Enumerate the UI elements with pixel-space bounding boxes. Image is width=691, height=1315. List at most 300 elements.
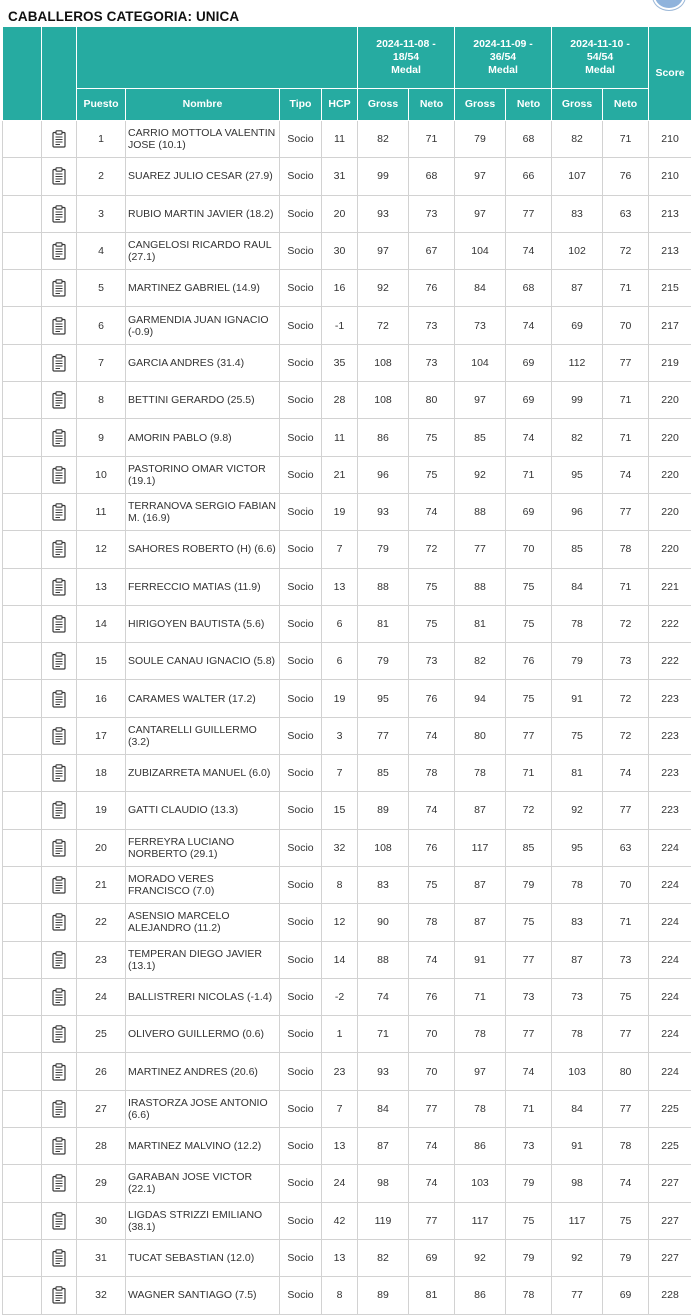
- scorecard-icon[interactable]: [52, 764, 66, 782]
- cell-gross-1: 81: [358, 605, 409, 642]
- cell-neto-3: 72: [603, 605, 649, 642]
- cell-tipo: Socio: [280, 829, 322, 866]
- cell-gross-3: 84: [552, 568, 603, 605]
- cell-neto-2: 75: [506, 904, 552, 941]
- cell-gross-2: 87: [455, 904, 506, 941]
- cell-neto-3: 76: [603, 158, 649, 195]
- cell-neto-2: 77: [506, 941, 552, 978]
- row-icon-cell: [42, 493, 77, 530]
- cell-nombre[interactable]: TEMPERAN DIEGO JAVIER (13.1): [126, 941, 280, 978]
- cell-gross-1: 97: [358, 232, 409, 269]
- header-tipo[interactable]: Tipo: [280, 89, 322, 121]
- scorecard-icon[interactable]: [52, 130, 66, 148]
- leaderboard-table: [2, 26, 691, 1315]
- cell-neto-2: 74: [506, 1053, 552, 1090]
- cell-score: 223: [649, 680, 691, 717]
- cell-neto-1: 74: [409, 717, 455, 754]
- scorecard-icon[interactable]: [52, 354, 66, 372]
- row-icon-cell: [42, 270, 77, 307]
- cell-gross-1: 87: [358, 1128, 409, 1165]
- cell-tipo: Socio: [280, 1165, 322, 1202]
- cell-gross-2: 78: [455, 1090, 506, 1127]
- cell-tipo: Socio: [280, 866, 322, 903]
- cell-gross-2: 92: [455, 456, 506, 493]
- cell-gross-1: 108: [358, 829, 409, 866]
- cell-nombre[interactable]: CANGELOSI RICARDO RAUL (27.1): [126, 232, 280, 269]
- scorecard-icon[interactable]: [52, 801, 66, 819]
- row-blank-cell: [3, 1016, 42, 1053]
- row-icon-cell: [42, 121, 77, 158]
- cell-nombre[interactable]: TERRANOVA SERGIO FABIAN M. (16.9): [126, 493, 280, 530]
- cell-neto-1: 81: [409, 1277, 455, 1314]
- cell-hcp: 21: [322, 456, 358, 493]
- cell-neto-1: 73: [409, 643, 455, 680]
- cell-tipo: Socio: [280, 978, 322, 1015]
- row-icon-cell: [42, 1239, 77, 1276]
- row-icon-cell: [42, 792, 77, 829]
- cell-gross-2: 85: [455, 419, 506, 456]
- cell-gross-1: 88: [358, 568, 409, 605]
- cell-neto-3: 75: [603, 978, 649, 1015]
- cell-neto-3: 74: [603, 755, 649, 792]
- cell-neto-1: 73: [409, 195, 455, 232]
- cell-gross-2: 97: [455, 382, 506, 419]
- table-row[interactable]: [3, 195, 691, 232]
- cell-gross-2: 71: [455, 978, 506, 1015]
- scorecard-icon[interactable]: [52, 391, 66, 409]
- cell-neto-1: 74: [409, 493, 455, 530]
- cell-puesto: 13: [77, 568, 126, 605]
- cell-gross-2: 92: [455, 1239, 506, 1276]
- cell-gross-2: 87: [455, 792, 506, 829]
- table-row[interactable]: [3, 307, 691, 344]
- cell-neto-2: 69: [506, 493, 552, 530]
- scorecard-icon[interactable]: [52, 540, 66, 558]
- scorecard-icon[interactable]: [52, 876, 66, 894]
- cell-puesto: 23: [77, 941, 126, 978]
- cell-neto-2: 79: [506, 866, 552, 903]
- cell-score: 227: [649, 1202, 691, 1239]
- scorecard-icon[interactable]: [52, 652, 66, 670]
- table-row[interactable]: [3, 978, 691, 1015]
- scorecard-icon[interactable]: [52, 1286, 66, 1304]
- row-blank-cell: [3, 1128, 42, 1165]
- scorecard-icon[interactable]: [52, 317, 66, 335]
- cell-gross-3: 82: [552, 419, 603, 456]
- cell-hcp: 3: [322, 717, 358, 754]
- cell-tipo: Socio: [280, 643, 322, 680]
- cell-neto-1: 75: [409, 419, 455, 456]
- cell-gross-3: 95: [552, 829, 603, 866]
- row-blank-cell: [3, 866, 42, 903]
- round-1-holes: 18/54: [358, 51, 454, 64]
- cell-nombre[interactable]: IRASTORZA JOSE ANTONIO (6.6): [126, 1090, 280, 1127]
- cell-puesto: 27: [77, 1090, 126, 1127]
- cell-tipo: Socio: [280, 1239, 322, 1276]
- table-row[interactable]: [3, 643, 691, 680]
- scorecard-icon[interactable]: [52, 1025, 66, 1043]
- header-neto-2[interactable]: Neto: [506, 89, 552, 121]
- header-score[interactable]: Score: [649, 27, 691, 121]
- cell-score: 224: [649, 829, 691, 866]
- table-row[interactable]: [3, 1239, 691, 1276]
- scorecard-icon[interactable]: [52, 913, 66, 931]
- cell-puesto: 2: [77, 158, 126, 195]
- cell-gross-3: 77: [552, 1277, 603, 1314]
- row-icon-cell: [42, 382, 77, 419]
- cell-neto-1: 74: [409, 792, 455, 829]
- row-blank-cell: [3, 643, 42, 680]
- cell-gross-2: 91: [455, 941, 506, 978]
- round-1-date: 2024-11-08 -: [358, 38, 454, 51]
- cell-gross-2: 97: [455, 1053, 506, 1090]
- cell-neto-3: 73: [603, 941, 649, 978]
- table-row[interactable]: [3, 1128, 691, 1165]
- cell-neto-2: 66: [506, 158, 552, 195]
- cell-tipo: Socio: [280, 1128, 322, 1165]
- cell-neto-2: 68: [506, 270, 552, 307]
- cell-score: 225: [649, 1128, 691, 1165]
- table-row[interactable]: [3, 419, 691, 456]
- row-icon-cell: [42, 158, 77, 195]
- table-row[interactable]: [3, 1090, 691, 1127]
- cell-nombre[interactable]: FERREYRA LUCIANO NORBERTO (29.1): [126, 829, 280, 866]
- cell-tipo: Socio: [280, 382, 322, 419]
- cell-nombre[interactable]: GARMENDIA JUAN IGNACIO (-0.9): [126, 307, 280, 344]
- cell-nombre[interactable]: LIGDAS STRIZZI EMILIANO (38.1): [126, 1202, 280, 1239]
- row-blank-cell: [3, 382, 42, 419]
- cell-neto-3: 74: [603, 456, 649, 493]
- table-row[interactable]: [3, 232, 691, 269]
- table-row[interactable]: [3, 531, 691, 568]
- cell-gross-3: 92: [552, 1239, 603, 1276]
- row-icon-cell: [42, 344, 77, 381]
- table-row[interactable]: [3, 680, 691, 717]
- scorecard-icon[interactable]: [52, 578, 66, 596]
- cell-puesto: 14: [77, 605, 126, 642]
- cell-gross-3: 103: [552, 1053, 603, 1090]
- cell-gross-3: 78: [552, 866, 603, 903]
- cell-gross-3: 87: [552, 270, 603, 307]
- cell-nombre[interactable]: WAGNER SANTIAGO (7.5): [126, 1277, 280, 1314]
- table-row[interactable]: [3, 493, 691, 530]
- cell-hcp: 13: [322, 1128, 358, 1165]
- table-row[interactable]: [3, 904, 691, 941]
- cell-nombre[interactable]: BETTINI GERARDO (25.5): [126, 382, 280, 419]
- cell-score: 225: [649, 1090, 691, 1127]
- table-row[interactable]: [3, 1277, 691, 1314]
- cell-gross-1: 108: [358, 382, 409, 419]
- cell-nombre[interactable]: MORADO VERES FRANCISCO (7.0): [126, 866, 280, 903]
- cell-gross-1: 72: [358, 307, 409, 344]
- cell-neto-1: 76: [409, 829, 455, 866]
- cell-score: 213: [649, 195, 691, 232]
- cell-hcp: 11: [322, 419, 358, 456]
- cell-gross-3: 83: [552, 195, 603, 232]
- cell-gross-3: 102: [552, 232, 603, 269]
- table-row[interactable]: [3, 941, 691, 978]
- cell-hcp: 16: [322, 270, 358, 307]
- cell-nombre[interactable]: GARCIA ANDRES (31.4): [126, 344, 280, 381]
- cell-gross-3: 85: [552, 531, 603, 568]
- table-row[interactable]: [3, 717, 691, 754]
- cell-puesto: 7: [77, 344, 126, 381]
- row-icon-cell: [42, 419, 77, 456]
- cell-gross-1: 92: [358, 270, 409, 307]
- cell-gross-1: 90: [358, 904, 409, 941]
- row-blank-cell: [3, 605, 42, 642]
- cell-neto-2: 75: [506, 680, 552, 717]
- table-row[interactable]: [3, 270, 691, 307]
- scorecard-icon[interactable]: [52, 466, 66, 484]
- round-1-type: Medal: [358, 64, 454, 77]
- cell-hcp: 1: [322, 1016, 358, 1053]
- cell-nombre[interactable]: MARTINEZ ANDRES (20.6): [126, 1053, 280, 1090]
- scorecard-icon[interactable]: [52, 1100, 66, 1118]
- cell-neto-1: 73: [409, 307, 455, 344]
- cell-tipo: Socio: [280, 904, 322, 941]
- header-gross-2[interactable]: Gross: [455, 89, 506, 121]
- user-avatar[interactable]: [653, 0, 685, 10]
- cell-nombre[interactable]: ZUBIZARRETA MANUEL (6.0): [126, 755, 280, 792]
- cell-hcp: -2: [322, 978, 358, 1015]
- cell-score: 224: [649, 1016, 691, 1053]
- round-3-date: 2024-11-10 -: [552, 38, 648, 51]
- cell-gross-2: 104: [455, 344, 506, 381]
- cell-tipo: Socio: [280, 605, 322, 642]
- row-icon-cell: [42, 717, 77, 754]
- row-icon-cell: [42, 680, 77, 717]
- cell-hcp: 7: [322, 755, 358, 792]
- cell-gross-1: 119: [358, 1202, 409, 1239]
- table-row[interactable]: [3, 1016, 691, 1053]
- cell-neto-2: 71: [506, 456, 552, 493]
- cell-gross-2: 104: [455, 232, 506, 269]
- cell-gross-1: 82: [358, 1239, 409, 1276]
- table-row[interactable]: [3, 1053, 691, 1090]
- cell-neto-2: 85: [506, 829, 552, 866]
- cell-hcp: 23: [322, 1053, 358, 1090]
- scorecard-icon[interactable]: [52, 1137, 66, 1155]
- cell-nombre[interactable]: BALLISTRERI NICOLAS (-1.4): [126, 978, 280, 1015]
- header-puesto[interactable]: Puesto: [77, 89, 126, 121]
- scorecard-icon[interactable]: [52, 205, 66, 223]
- cell-nombre[interactable]: SAHORES ROBERTO (H) (6.6): [126, 531, 280, 568]
- scorecard-icon[interactable]: [52, 839, 66, 857]
- row-blank-cell: [3, 941, 42, 978]
- cell-gross-3: 107: [552, 158, 603, 195]
- cell-neto-3: 72: [603, 232, 649, 269]
- row-icon-cell: [42, 1016, 77, 1053]
- cell-gross-2: 84: [455, 270, 506, 307]
- table-row[interactable]: [3, 344, 691, 381]
- cell-nombre[interactable]: GATTI CLAUDIO (13.3): [126, 792, 280, 829]
- cell-nombre[interactable]: RUBIO MARTIN JAVIER (18.2): [126, 195, 280, 232]
- scorecard-icon[interactable]: [52, 242, 66, 260]
- scorecard-icon[interactable]: [52, 279, 66, 297]
- cell-neto-3: 70: [603, 866, 649, 903]
- row-icon-cell: [42, 829, 77, 866]
- table-row[interactable]: [3, 456, 691, 493]
- cell-neto-1: 72: [409, 531, 455, 568]
- row-icon-cell: [42, 456, 77, 493]
- row-blank-cell: [3, 493, 42, 530]
- row-icon-cell: [42, 1053, 77, 1090]
- table-row[interactable]: [3, 1165, 691, 1202]
- cell-neto-1: 68: [409, 158, 455, 195]
- cell-nombre[interactable]: CARAMES WALTER (17.2): [126, 680, 280, 717]
- row-blank-cell: [3, 158, 42, 195]
- scorecard-icon[interactable]: [52, 690, 66, 708]
- cell-score: 210: [649, 158, 691, 195]
- cell-puesto: 18: [77, 755, 126, 792]
- cell-puesto: 29: [77, 1165, 126, 1202]
- table-row[interactable]: [3, 121, 691, 158]
- cell-puesto: 25: [77, 1016, 126, 1053]
- cell-gross-3: 83: [552, 904, 603, 941]
- scorecard-icon[interactable]: [52, 951, 66, 969]
- row-blank-cell: [3, 792, 42, 829]
- cell-puesto: 16: [77, 680, 126, 717]
- cell-neto-3: 71: [603, 270, 649, 307]
- cell-neto-2: 79: [506, 1165, 552, 1202]
- table-row[interactable]: [3, 158, 691, 195]
- cell-neto-3: 79: [603, 1239, 649, 1276]
- row-icon-cell: [42, 866, 77, 903]
- cell-gross-1: 89: [358, 792, 409, 829]
- scorecard-icon[interactable]: [52, 167, 66, 185]
- cell-nombre[interactable]: CANTARELLI GUILLERMO (3.2): [126, 717, 280, 754]
- header-neto-3[interactable]: Neto: [603, 89, 649, 121]
- scorecard-icon[interactable]: [52, 1174, 66, 1192]
- header-neto-1[interactable]: Neto: [409, 89, 455, 121]
- cell-neto-1: 75: [409, 605, 455, 642]
- cell-hcp: 14: [322, 941, 358, 978]
- row-icon-cell: [42, 1128, 77, 1165]
- cell-gross-2: 78: [455, 1016, 506, 1053]
- table-row[interactable]: [3, 568, 691, 605]
- cell-score: 223: [649, 755, 691, 792]
- scorecard-icon[interactable]: [52, 988, 66, 1006]
- cell-nombre[interactable]: HIRIGOYEN BAUTISTA (5.6): [126, 605, 280, 642]
- scorecard-icon[interactable]: [52, 429, 66, 447]
- cell-neto-2: 73: [506, 978, 552, 1015]
- scorecard-icon[interactable]: [52, 1212, 66, 1230]
- table-row[interactable]: [3, 866, 691, 903]
- table-row[interactable]: [3, 829, 691, 866]
- cell-score: 213: [649, 232, 691, 269]
- cell-puesto: 8: [77, 382, 126, 419]
- cell-nombre[interactable]: GARABAN JOSE VICTOR (22.1): [126, 1165, 280, 1202]
- row-blank-cell: [3, 1165, 42, 1202]
- row-icon-cell: [42, 755, 77, 792]
- scorecard-icon[interactable]: [52, 615, 66, 633]
- cell-nombre[interactable]: PASTORINO OMAR VICTOR (19.1): [126, 456, 280, 493]
- cell-nombre[interactable]: AMORIN PABLO (9.8): [126, 419, 280, 456]
- cell-nombre[interactable]: CARRIO MOTTOLA VALENTIN JOSE (10.1): [126, 121, 280, 158]
- header-gross-3[interactable]: Gross: [552, 89, 603, 121]
- table-row[interactable]: [3, 755, 691, 792]
- cell-hcp: 19: [322, 680, 358, 717]
- cell-gross-3: 87: [552, 941, 603, 978]
- cell-score: 220: [649, 382, 691, 419]
- header-hcp[interactable]: HCP: [322, 89, 358, 121]
- cell-nombre[interactable]: MARTINEZ MALVINO (12.2): [126, 1128, 280, 1165]
- cell-gross-3: 99: [552, 382, 603, 419]
- cell-score: 224: [649, 904, 691, 941]
- cell-neto-1: 77: [409, 1202, 455, 1239]
- table-row[interactable]: [3, 382, 691, 419]
- cell-neto-2: 77: [506, 195, 552, 232]
- scorecard-icon[interactable]: [52, 727, 66, 745]
- cell-tipo: Socio: [280, 121, 322, 158]
- cell-nombre[interactable]: FERRECCIO MATIAS (11.9): [126, 568, 280, 605]
- cell-score: 220: [649, 493, 691, 530]
- cell-gross-1: 99: [358, 158, 409, 195]
- cell-nombre[interactable]: SUAREZ JULIO CESAR (27.9): [126, 158, 280, 195]
- cell-puesto: 21: [77, 866, 126, 903]
- cell-neto-1: 76: [409, 270, 455, 307]
- cell-neto-3: 78: [603, 1128, 649, 1165]
- cell-neto-1: 74: [409, 941, 455, 978]
- cell-neto-3: 63: [603, 829, 649, 866]
- cell-puesto: 10: [77, 456, 126, 493]
- row-icon-cell: [42, 1090, 77, 1127]
- header-gross-1[interactable]: Gross: [358, 89, 409, 121]
- cell-hcp: 24: [322, 1165, 358, 1202]
- header-nombre[interactable]: Nombre: [126, 89, 280, 121]
- row-blank-cell: [3, 1053, 42, 1090]
- cell-hcp: 7: [322, 531, 358, 568]
- cell-neto-3: 72: [603, 680, 649, 717]
- cell-gross-2: 97: [455, 195, 506, 232]
- cell-puesto: 1: [77, 121, 126, 158]
- row-blank-cell: [3, 978, 42, 1015]
- cell-gross-1: 86: [358, 419, 409, 456]
- cell-gross-3: 91: [552, 1128, 603, 1165]
- table-row[interactable]: [3, 605, 691, 642]
- cell-puesto: 5: [77, 270, 126, 307]
- cell-score: 219: [649, 344, 691, 381]
- cell-gross-1: 79: [358, 531, 409, 568]
- table-row[interactable]: [3, 1202, 691, 1239]
- row-blank-cell: [3, 904, 42, 941]
- cell-neto-3: 77: [603, 1090, 649, 1127]
- cell-nombre[interactable]: MARTINEZ GABRIEL (14.9): [126, 270, 280, 307]
- cell-neto-1: 67: [409, 232, 455, 269]
- round-2-type: Medal: [455, 64, 551, 77]
- cell-nombre[interactable]: ASENSIO MARCELO ALEJANDRO (11.2): [126, 904, 280, 941]
- cell-puesto: 22: [77, 904, 126, 941]
- cell-nombre[interactable]: TUCAT SEBASTIAN (12.0): [126, 1239, 280, 1276]
- scorecard-icon[interactable]: [52, 1063, 66, 1081]
- row-icon-cell: [42, 1202, 77, 1239]
- cell-gross-3: 73: [552, 978, 603, 1015]
- cell-neto-1: 70: [409, 1053, 455, 1090]
- row-blank-cell: [3, 121, 42, 158]
- cell-tipo: Socio: [280, 232, 322, 269]
- cell-gross-2: 87: [455, 866, 506, 903]
- cell-tipo: Socio: [280, 941, 322, 978]
- cell-neto-2: 79: [506, 1239, 552, 1276]
- row-icon-cell: [42, 307, 77, 344]
- cell-neto-1: 75: [409, 456, 455, 493]
- scorecard-icon[interactable]: [52, 1249, 66, 1267]
- cell-nombre[interactable]: OLIVERO GUILLERMO (0.6): [126, 1016, 280, 1053]
- scorecard-icon[interactable]: [52, 503, 66, 521]
- cell-nombre[interactable]: SOULE CANAU IGNACIO (5.8): [126, 643, 280, 680]
- table-row[interactable]: [3, 792, 691, 829]
